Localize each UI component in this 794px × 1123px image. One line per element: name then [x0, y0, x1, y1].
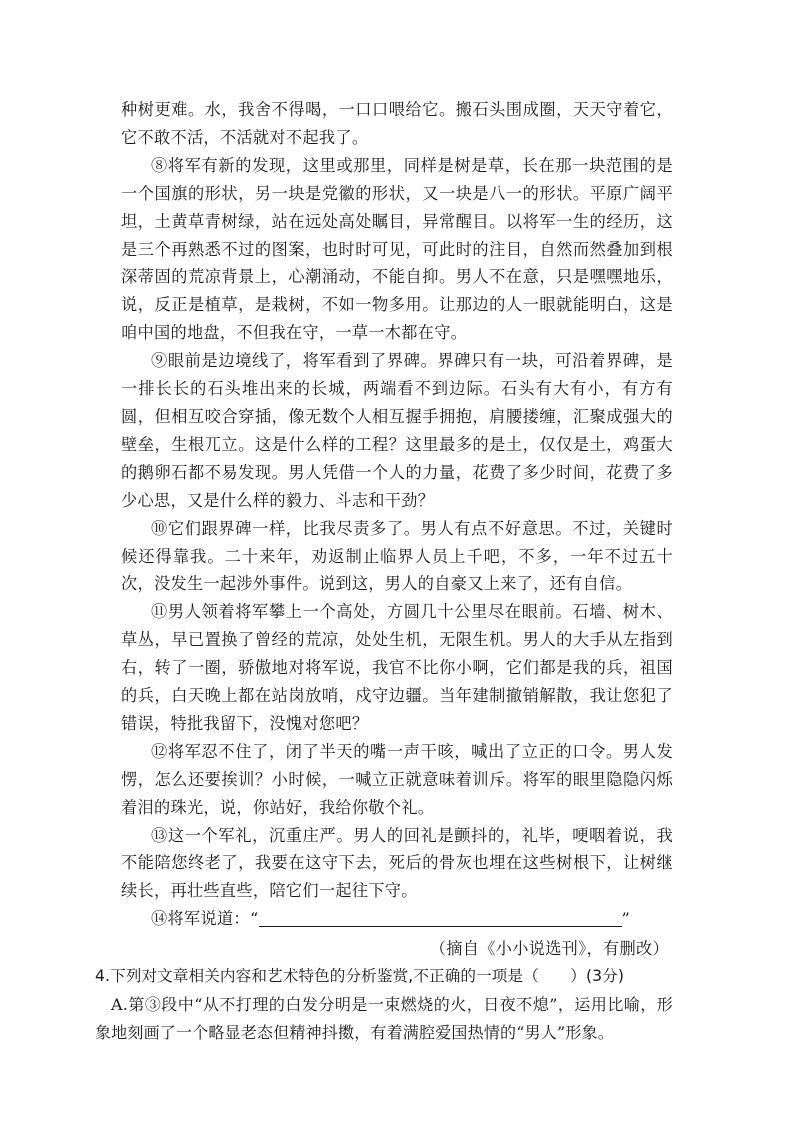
- paragraph-11: ⑪男人领着将军攀上一个高处，方圆几十公里尽在眼前。石墙、树木、草丛，早已置换了曾经的荒凉，处处生机，无限生机。男人的大手从左指到右，转了一圈，骄傲地对将军说，我官不比你小啊，它们都是我的兵，祖国的兵，白天晚上都在站岗放哨，戍守边疆。当年建制撤销解散，我让您犯了错误，特批我留下，没愧对您吧？: [121, 602, 673, 733]
- open-quote: “: [249, 909, 259, 929]
- source-citation: （摘自《小小说选刊》，有删改）: [429, 939, 669, 959]
- paragraph-12: ⑫将军忍不住了，闭了半天的嘴一声干咳，喊出了立正的口令。男人发愣，怎么还要挨训？小时候，一喊立正就意味着训斥。将军的眼里隐隐闪烁着泪的珠光，说，你站好，我给你敬个礼。: [121, 741, 673, 817]
- paragraph-9: ⑨眼前是边境线了，将军看到了界碑。界碑只有一块，可沿着界碑，是一排长长的石头堆出来的长城，两端看不到边际。石头有大有小，有方有圆，但相互咬合穿插，像无数个人相互握手拥抱，肩腰搂缠，汇聚成强大的壁垒，生根兀立。这是什么样的工程？这里最多的是土，仅仅是土，鸡蛋大的鹅卵石都不易发现。男人凭借一个人的力量，花费了多少时间，花费了多少心思，又是什么样的毅力、斗志和干劲？: [121, 351, 673, 510]
- option-a-text: A.第③段中“从不打理的白发分明是一束燃烧的火，日夜不熄”，运用比喻，形象地刻画了一个略显老态但精神抖擞，有着满腔爱国热情的“男人”形象。: [95, 994, 673, 1042]
- fill-in-blank[interactable]: [259, 908, 622, 927]
- question-4: 4.下列对文章相关内容和艺术特色的分析鉴赏,不正确的一项是（ ）(3分): [95, 967, 625, 986]
- paragraph-14-lead: ⑭将军说道：: [151, 909, 250, 929]
- paragraph-13: ⑬这一个军礼，沉重庄严。男人的回礼是颤抖的，礼毕，哽咽着说，我不能陪您终老了，我要在这守下去，死后的骨灰也埋在这些树根下，让树继续长，再壮些直些，陪它们一起往下守。: [121, 825, 673, 901]
- close-quote: ”: [621, 909, 631, 929]
- paragraph-7-continued: 种树更难。水，我舍不得喝，一口口喂给它。搬石头围成圈，天天守着它，它不敢不活，不活就对不起我了。: [121, 100, 673, 147]
- option-a: [95, 991, 673, 1047]
- paragraph-14: [121, 905, 673, 933]
- paragraph-10: ⑩它们跟界碑一样，比我尽责多了。男人有点不好意思。不过，关键时候还得靠我。二十来年，劝返制止临界人员上千吧，不多，一年不过五十次，没发生一起涉外事件。说到这，男人的自豪又上来了，还有自信。: [121, 518, 673, 594]
- reading-passage: [95, 96, 673, 1046]
- paragraph-8: ⑧将军有新的发现，这里或那里，同样是树是草，长在那一块范围的是一个国旗的形状，另一块是党徽的形状，又一块是八一的形状。平原广阔平坦，土黄草青树绿，站在远处高处瞩目，异常醒目。以将军一生的经历，这是三个再熟悉不过的图案，也时时可见，可此时的注目，自然而然叠加到根深蒂固的荒凉背景上，心潮涌动，不能自抑。男人不在意，只是嘿嘿地乐，说，反正是植草，是栽树，不如一物多用。让那边的人一眼就能明白，这是咱中国的地盘，不但我在守，一草一木都在守。: [121, 155, 673, 343]
